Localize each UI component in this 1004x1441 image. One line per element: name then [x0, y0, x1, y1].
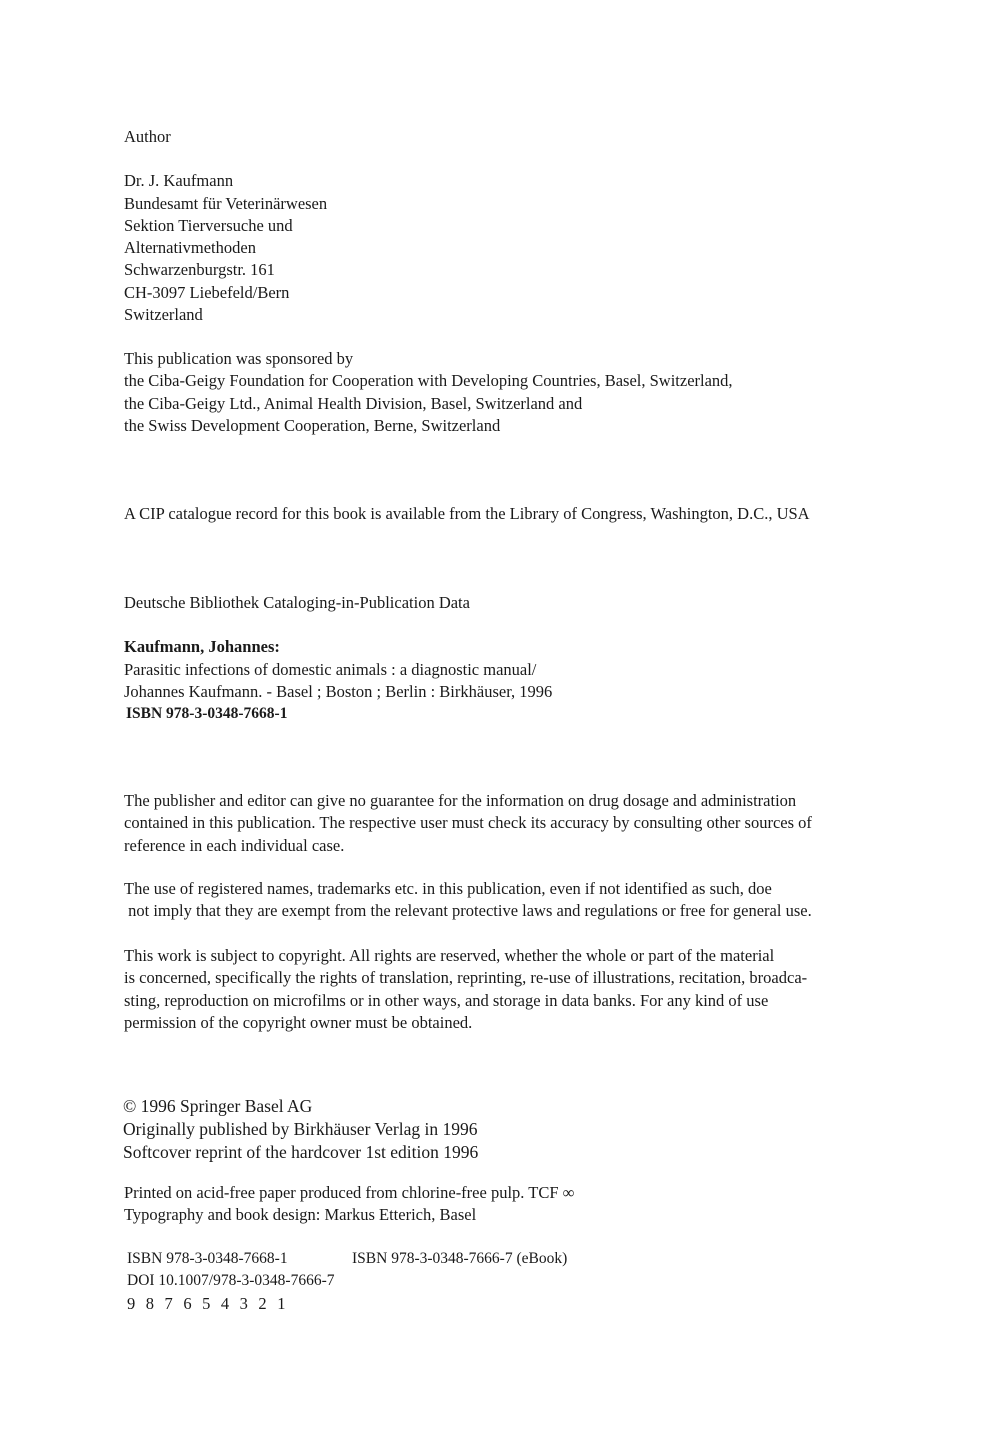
copyright-line: Softcover reprint of the hardcover 1st edition 1996 — [123, 1142, 479, 1162]
disclaimer-paragraph-3 — [124, 945, 894, 1034]
catalog-title: Parasitic infections of domestic animals : a diagnostic manual/ — [124, 659, 537, 679]
printing-block — [124, 1182, 894, 1227]
author-country: Switzerland — [124, 305, 203, 325]
isbn-row — [127, 1248, 894, 1270]
deutsche-bibliothek-heading: Deutsche Bibliothek Cataloging-in-Publication Data — [124, 593, 470, 612]
sponsor-line: the Ciba-Geigy Foundation for Cooperation with Developing Countries, Basel, Switzerland, — [124, 371, 733, 391]
disclaimer-line: The use of registered names, trademarks etc. in this publication, even if not identified as such, doe — [124, 879, 772, 898]
disclaimer-line: reference in each individual case. — [124, 835, 345, 855]
author-section-cont: Alternativmethoden — [124, 238, 256, 258]
sponsor-block — [124, 348, 894, 437]
sponsor-line: This publication was sponsored by — [124, 349, 354, 368]
printing-number-line: 9 8 7 6 5 4 3 2 1 — [127, 1293, 289, 1313]
author-heading: Author — [124, 127, 171, 146]
author-name: Dr. J. Kaufmann — [124, 171, 234, 191]
disclaimer-line: not imply that they are exempt from the relevant protective laws and regulations or free for general use. — [124, 901, 812, 921]
disclaimer-line: sting, reproduction on microfilms or in other ways, and storage in data banks. For any kind of use — [124, 990, 769, 1010]
cip-record: A CIP catalogue record for this book is available from the Library of Congress, Washington, D.C., USA — [124, 504, 810, 523]
copyright-block — [123, 1095, 894, 1164]
isbn-ebook: ISBN 978-3-0348-7666-7 (eBook) — [352, 1250, 568, 1267]
cip-record-block — [124, 503, 894, 525]
catalog-imprint: Johannes Kaufmann. - Basel ; Boston ; Berlin : Birkhäuser, 1996 — [124, 681, 553, 701]
author-institution: Bundesamt für Veterinärwesen — [124, 193, 328, 213]
printing-line: Printed on acid-free paper produced from chlorine-free pulp. TCF ∞ — [124, 1183, 575, 1202]
author-block — [124, 126, 894, 326]
disclaimer-paragraph-2 — [124, 878, 894, 923]
author-city: CH-3097 Liebefeld/Bern — [124, 282, 290, 302]
copyright-line: © 1996 Springer Basel AG — [123, 1096, 313, 1116]
disclaimer-paragraph-1 — [124, 790, 894, 857]
catalog-isbn: ISBN 978-3-0348-7668-1 — [126, 705, 288, 723]
isbn-print: ISBN 978-3-0348-7668-1 — [127, 1250, 288, 1267]
disclaimer-line: The publisher and editor can give no guarantee for the information on drug dosage and administration — [124, 791, 797, 810]
deutsche-bibliothek-block — [124, 592, 894, 725]
disclaimer-line: contained in this publication. The respective user must check its accuracy by consulting other sources of — [124, 813, 812, 833]
identifiers-block — [127, 1248, 894, 1315]
disclaimer-line: is concerned, specifically the rights of translation, reprinting, re-use of illustrations, recitation, broadca- — [124, 968, 808, 988]
sponsor-line: the Ciba-Geigy Ltd., Animal Health Division, Basel, Switzerland and — [124, 393, 583, 413]
author-street: Schwarzenburgstr. 161 — [124, 260, 275, 280]
catalog-author: Kaufmann, Johannes: — [124, 637, 280, 657]
sponsor-line: the Swiss Development Cooperation, Berne, Switzerland — [124, 415, 501, 435]
design-line: Typography and book design: Markus Etterich, Basel — [124, 1205, 477, 1225]
copyright-line: Originally published by Birkhäuser Verlag in 1996 — [123, 1119, 478, 1139]
disclaimer-line: This work is subject to copyright. All rights are reserved, whether the whole or part of the material — [124, 946, 775, 965]
disclaimer-line: permission of the copyright owner must be obtained. — [124, 1012, 473, 1032]
doi: DOI 10.1007/978-3-0348-7666-7 — [127, 1272, 335, 1290]
author-section: Sektion Tierversuche und — [124, 215, 293, 235]
